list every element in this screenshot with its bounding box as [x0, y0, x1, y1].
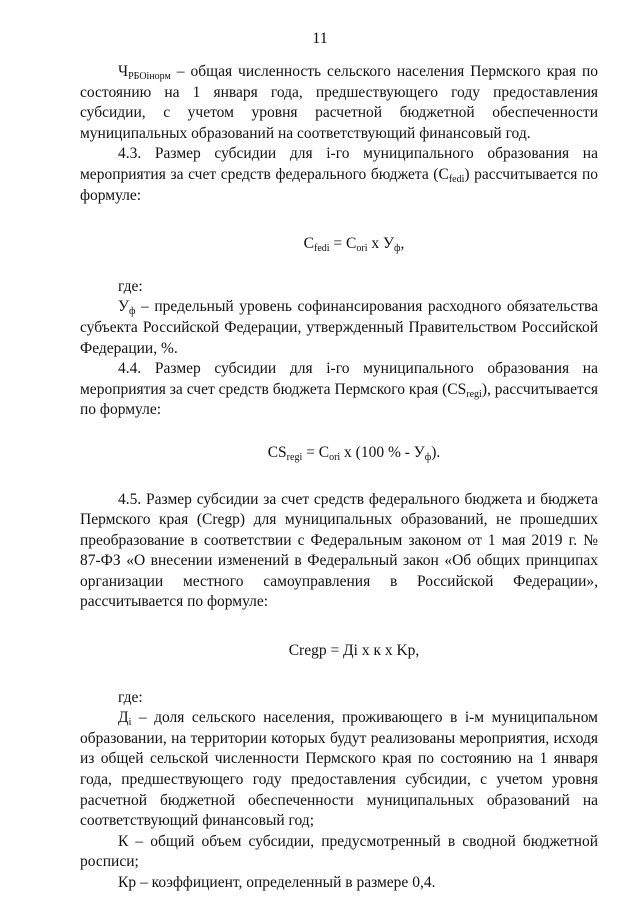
formula-term: С [303, 235, 314, 253]
symbol-sub: ф [128, 306, 136, 318]
formula-federal [80, 234, 598, 255]
symbol-main: Ч [118, 63, 129, 80]
formula-sub: ori [329, 451, 341, 463]
paragraph-population-definition [80, 62, 598, 144]
formula-sub: fedi [314, 243, 330, 255]
paragraph-4-5: 4.5. Размер субсидии за счет средств федерального бюджета и бюджета Пермского края (Cregp) для муниципальных образований, не прошедших преобразование в соответствии с Федеральным законом от 1 мая 2019 г. № 87-ФЗ «О внесении изменений в Федеральный закон «Об общих принципах организации местного самоуправления в Российской Федерации», рассчитывается по формуле: [80, 490, 598, 611]
paragraph-cofinancing-definition [80, 297, 598, 359]
symbol-sub: i [128, 717, 132, 729]
paragraph-total-definition: К – общий объем субсидии, предусмотренный в сводной бюджетной росписи; [80, 832, 598, 871]
paragraph-text: 4.4. Размер субсидии для i-го муниципального образования на мероприятия за счет средств бюджета Пермского края (CS [80, 360, 598, 398]
paragraph-coefficient-definition: Кр – коэффициент, определенный в размере 0,4. [118, 874, 436, 891]
paragraph-text: 4.3. Размер субсидии для i-го муниципального образования на мероприятия за счет средств федерального бюджета (С [80, 145, 598, 183]
document-body [80, 62, 598, 894]
paragraph-text: – предельный уровень софинансирования расходного обязательства субъекта Российской Федерации, утвержденный Правительством Российской Федерации, %. [80, 298, 598, 357]
paragraph-text: ), рассчитывается по формуле: [80, 380, 599, 419]
paragraph-text: ) рассчитывается по формуле: [80, 165, 598, 204]
paragraph-share-definition [80, 708, 598, 832]
symbol-sub: fedi [448, 173, 465, 185]
formula-term: = С [302, 443, 330, 461]
paragraph-4-4 [80, 359, 598, 421]
paragraph-4-3 [80, 144, 598, 206]
formula-term: , [400, 235, 405, 253]
formula-term: х (100 % - У [340, 443, 425, 461]
formula-sub: ф [393, 243, 401, 255]
where-label: где: [118, 688, 143, 706]
where-label: где: [118, 277, 143, 295]
paragraph-text: – общая численность сельского населения Пермского края по состоянию на 1 января года, предшествующего году предоставления субсидии, с учетом уровня расчетной бюджетной обеспеченности муниципальных образований на соответствующий финансовый год. [80, 63, 598, 142]
formula-cregp: Cregp = Дi х к х Kp, [288, 642, 420, 660]
formula-sub: regi [286, 451, 303, 463]
symbol-sub: regi [466, 388, 482, 400]
formula-sub: ori [356, 243, 368, 255]
paragraph-text: – доля сельского населения, проживающего в i-м муниципальном образовании, на территории которых будут реализованы мероприятия, исходя из общей сельской численности Пермского края по состоянию на 1 января года, предшествующего году предоставления субсидии, с учетом уровня расчетной бюджетной обеспеченности муниципальных образований на соответствующий финансовый год; [80, 709, 598, 830]
formula-term: CS [267, 443, 287, 461]
symbol-main: Д [118, 709, 129, 727]
formula-term: ). [431, 443, 441, 461]
page-number: 11 [312, 30, 328, 47]
formula-regional [80, 443, 598, 464]
symbol-main: У [118, 298, 129, 316]
symbol-sub: РБОiнорм [128, 71, 171, 82]
formula-sub: ф [424, 451, 432, 463]
formula-term: х У [367, 235, 394, 253]
formula-term: = С [329, 235, 357, 253]
